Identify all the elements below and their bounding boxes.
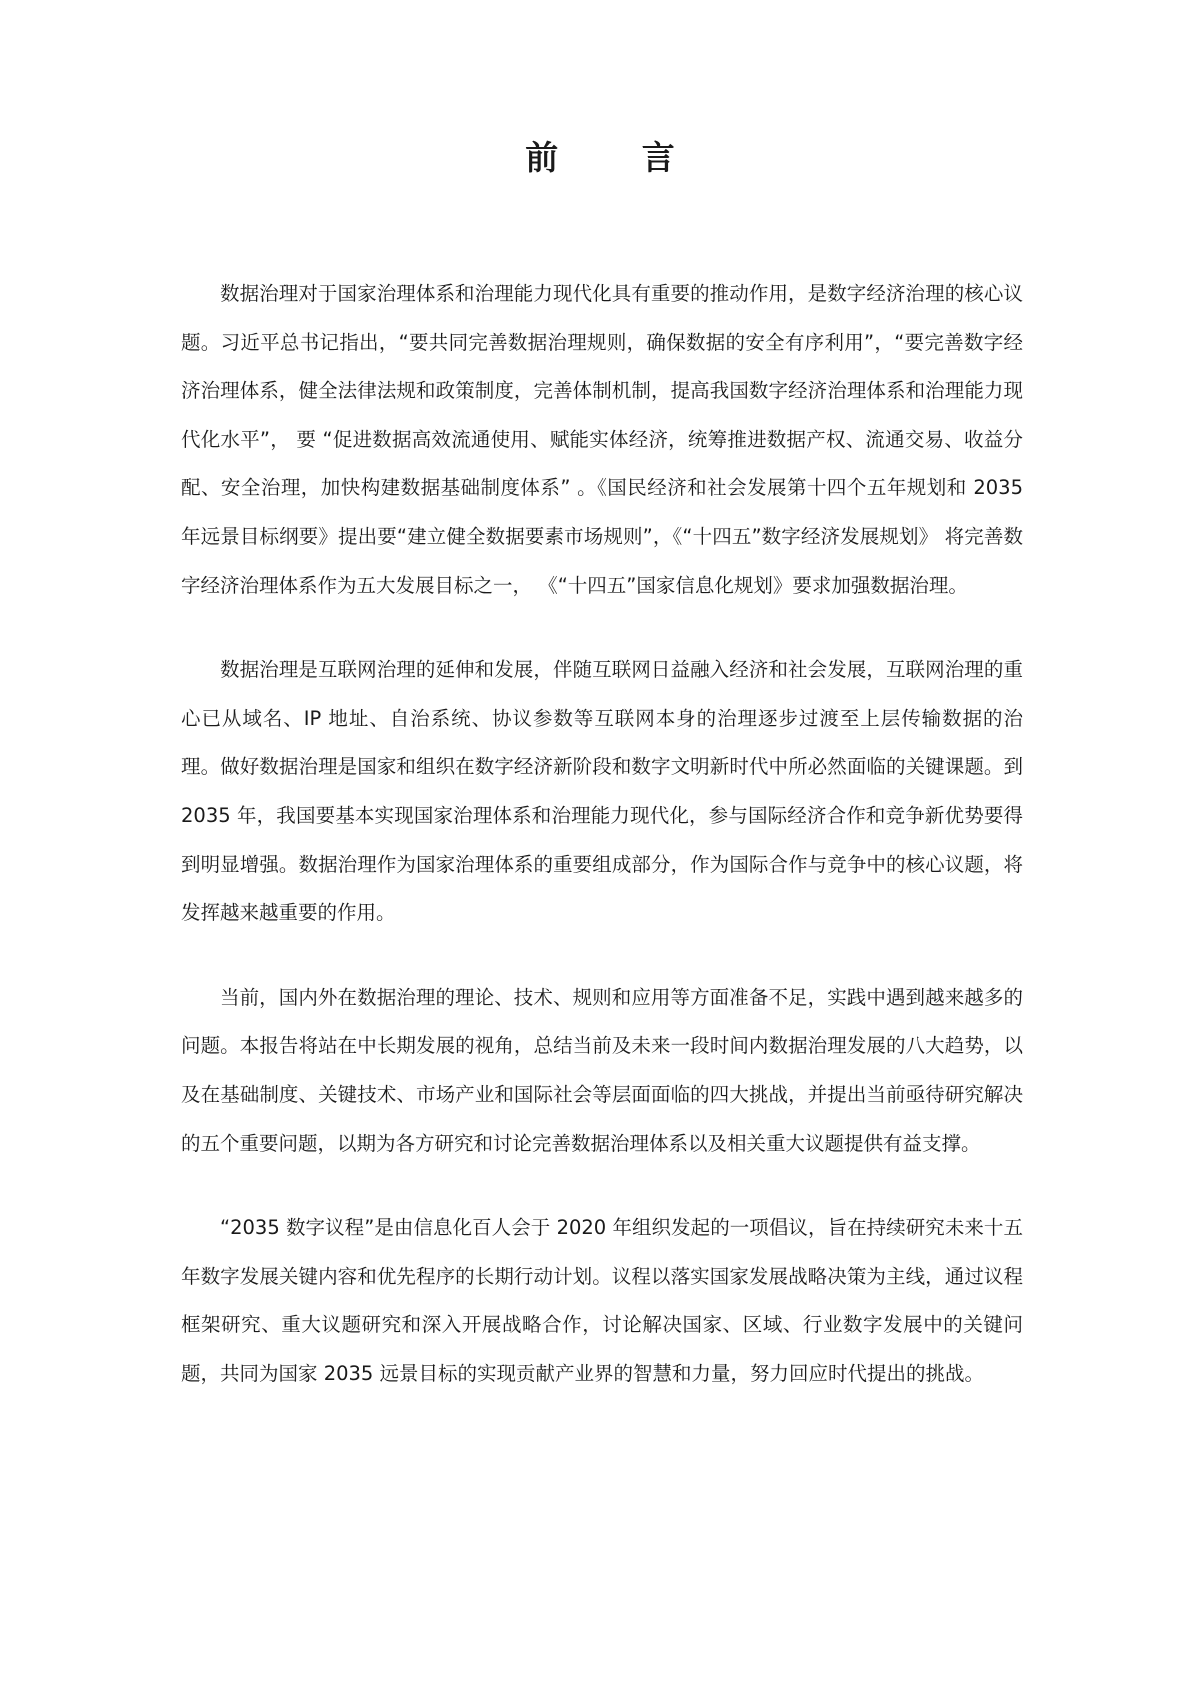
- paragraph-1: 数据治理对于国家治理体系和治理能力现代化具有重要的推动作用，是数字经济治理的核心议题。习近平总书记指出，“要共同完善数据治理规则，确保数据的安全有序利用”，“要完善数字经济治理体系，健全法律法规和政策制度，完善体制机制，提高我国数字经济治理体系和治理能力现代化水平”， 要 “促进数据高效流通使用、赋能实体经济，统筹推进数据产权、流通交易、收益分配、安全治理，加快构建数据基础制度体系” 。《国民经济和社会发展第十四个五年规划和 2035 年远景目标纲要》提出要“建立健全数据要素市场规则”，《“十四五”数字经济发展规划》 将完善数字经济治理体系作为五大发展目标之一， 《“十四五”国家信息化规划》要求加强数据治理。: [181, 282, 1023, 597]
- page-title: 前 言: [525, 138, 711, 177]
- paragraph-3: 当前，国内外在数据治理的理论、技术、规则和应用等方面准备不足，实践中遇到越来越多的问题。本报告将站在中长期发展的视角，总结当前及未来一段时间内数据治理发展的八大趋势，以及在基础制度、关键技术、市场产业和国际社会等层面面临的四大挑战，并提出当前亟待研究解决的五个重要问题，以期为各方研究和讨论完善数据治理体系以及相关重大议题提供有益支撑。: [181, 985, 1023, 1155]
- document-body: [181, 270, 1023, 1434]
- paragraph-2: 数据治理是互联网治理的延伸和发展，伴随互联网日益融入经济和社会发展，互联网治理的重心已从域名、IP 地址、自治系统、协议参数等互联网本身的治理逐步过渡至上层传输数据的治理。做好数据治理是国家和组织在数字经济新阶段和数字文明新时代中所必然面临的关键课题。到 2035 年，我国要基本实现国家治理体系和治理能力现代化，参与国际经济合作和竞争新优势要得到明显增强。数据治理作为国家治理体系的重要组成部分，作为国际合作与竞争中的核心议题，将发挥越来越重要的作用。: [181, 658, 1023, 925]
- paragraph-4: “2035 数字议程”是由信息化百人会于 2020 年组织发起的一项倡议，旨在持续研究未来十五年数字发展关键内容和优先程序的长期行动计划。议程以落实国家发展战略决策为主线，通过议程框架研究、重大议题研究和深入开展战略合作，讨论解决国家、区域、行业数字发展中的关键问题，共同为国家 2035 远景目标的实现贡献产业界的智慧和力量，努力回应时代提出的挑战。: [181, 1216, 1023, 1385]
